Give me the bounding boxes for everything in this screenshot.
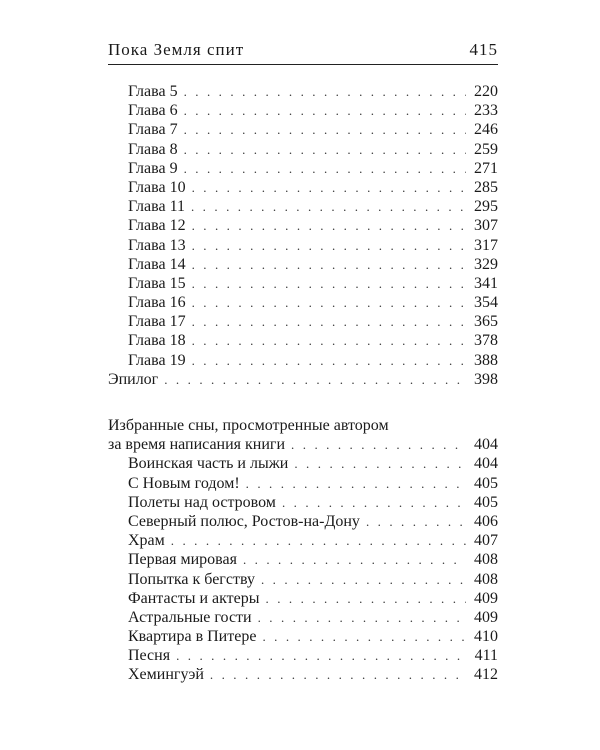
- dot-leader: [184, 159, 466, 178]
- toc-entry-dream: [108, 627, 498, 646]
- toc-entry-label: Эпилог: [108, 370, 159, 388]
- toc-entry-page: 412: [474, 666, 498, 684]
- dot-leader: [184, 82, 466, 101]
- toc-entry-label: Глава 13: [128, 236, 186, 254]
- book-page: [108, 0, 498, 750]
- toc-entry-page: 406: [474, 512, 498, 530]
- dot-leader: [262, 627, 466, 646]
- dot-leader: [294, 454, 466, 473]
- toc-entry-chapter: [108, 312, 498, 331]
- dot-leader: [191, 197, 466, 216]
- running-head-page-number: 415: [469, 40, 498, 59]
- dot-leader: [192, 293, 466, 312]
- chapter-list: [108, 82, 498, 370]
- dot-leader: [192, 178, 466, 197]
- toc-entry-chapter: [108, 236, 498, 255]
- dot-leader: [266, 589, 466, 608]
- toc-entry-chapter: [108, 197, 498, 216]
- section-gap: [108, 389, 498, 416]
- toc-entry-dream: [108, 608, 498, 627]
- dot-leader: [176, 646, 466, 665]
- toc-entry-label: Попытка к бегству: [128, 570, 255, 588]
- toc-entry-chapter: [108, 159, 498, 178]
- toc-entry-dream: [108, 570, 498, 589]
- toc-entry-dream: [108, 589, 498, 608]
- toc-entry-page: 246: [474, 121, 498, 139]
- dot-leader: [192, 274, 466, 293]
- dot-leader: [192, 331, 466, 350]
- toc-entry-chapter: [108, 82, 498, 101]
- toc-entry-chapter: [108, 101, 498, 120]
- toc-entry-label: Глава 6: [128, 102, 178, 120]
- toc-entry-label: Глава 16: [128, 294, 186, 312]
- dot-leader: [258, 608, 466, 627]
- toc-entry-label: Глава 18: [128, 332, 186, 350]
- toc-entry-page: 285: [474, 178, 498, 196]
- toc-entry-label: Астральные гости: [128, 608, 252, 626]
- dot-leader: [184, 140, 466, 159]
- toc-entry-label: Первая мировая: [128, 551, 237, 569]
- toc-entry-chapter: [108, 293, 498, 312]
- toc-entry-page: 259: [474, 140, 498, 158]
- dreams-section-title-line1: Избранные сны, просмотренные автором: [108, 417, 389, 434]
- dream-list: [108, 454, 498, 684]
- toc-entry-label: Глава 10: [128, 178, 186, 196]
- toc-entry-page: 408: [474, 551, 498, 569]
- dot-leader: [184, 101, 466, 120]
- toc-entry-dreams-section: [108, 435, 498, 454]
- dreams-section-title-line2: за время написания книги: [108, 436, 286, 454]
- toc-entry-chapter: [108, 351, 498, 370]
- toc-entry-dream: [108, 512, 498, 531]
- toc-entry-page: 233: [474, 102, 498, 120]
- toc-entry-label: Песня: [128, 647, 171, 665]
- toc-entry-label: Глава 11: [128, 198, 185, 216]
- toc-entry-dream: [108, 531, 498, 550]
- toc-entry-page: 410: [474, 628, 498, 646]
- running-head: [108, 40, 498, 64]
- dot-leader: [184, 120, 466, 139]
- toc-entry-page: 404: [474, 455, 498, 473]
- toc-entry-chapter: [108, 120, 498, 139]
- dot-leader: [192, 236, 466, 255]
- toc-entry-label: Глава 12: [128, 217, 186, 235]
- toc-entry-page: 271: [474, 159, 498, 177]
- dot-leader: [261, 570, 466, 589]
- toc-entry-page: 405: [474, 474, 498, 492]
- toc-entry-label: Глава 15: [128, 274, 186, 292]
- toc-entry-label: Храм: [128, 532, 165, 550]
- dot-leader: [192, 255, 466, 274]
- toc-entry-dream: [108, 474, 498, 493]
- dot-leader: [192, 216, 466, 235]
- toc-entry-page: 220: [474, 83, 498, 100]
- toc-entry-chapter: [108, 140, 498, 159]
- toc-entry-label: Глава 19: [128, 351, 186, 369]
- dot-leader: [164, 370, 466, 389]
- toc-entry-label: Воинская часть и лыжи: [128, 455, 289, 473]
- toc-entry-page: 409: [474, 608, 498, 626]
- toc-entry-page: 411: [474, 647, 498, 665]
- toc-entry-label: Глава 7: [128, 121, 178, 139]
- toc-entry-label: Полеты над островом: [128, 493, 276, 511]
- toc-entry-page: 341: [474, 274, 498, 292]
- toc-entry-page: 398: [474, 370, 498, 388]
- toc-entry-label: С Новым годом!: [128, 474, 240, 492]
- toc-entry-dream: [108, 646, 498, 665]
- toc-entry-chapter: [108, 216, 498, 235]
- toc-entry-page: 378: [474, 332, 498, 350]
- toc-entry-dream: [108, 454, 498, 473]
- toc-entry-label: Глава 14: [128, 255, 186, 273]
- toc-entry-page: 354: [474, 294, 498, 312]
- dot-leader: [246, 474, 466, 493]
- dot-leader: [282, 493, 466, 512]
- toc-entry-page: 295: [474, 198, 498, 216]
- toc-entry-page: 388: [474, 351, 498, 369]
- toc-entry-label: Северный полюс, Ростов-на-Дону: [128, 512, 360, 530]
- toc-entry-page: 307: [474, 217, 498, 235]
- toc-entry-dream: [108, 493, 498, 512]
- toc-entry-page: 409: [474, 589, 498, 607]
- toc-entry-page: 365: [474, 313, 498, 331]
- toc-entry-chapter: [108, 255, 498, 274]
- toc-entry-page: 407: [474, 532, 498, 550]
- toc-entry-label: Глава 8: [128, 140, 178, 158]
- toc-entry-chapter: [108, 274, 498, 293]
- toc-entry-label: Глава 17: [128, 313, 186, 331]
- toc-entry-page: 329: [474, 255, 498, 273]
- table-of-contents: [108, 82, 498, 685]
- toc-entry-dream: [108, 665, 498, 684]
- toc-entry-epilogue: [108, 370, 498, 389]
- toc-entry-chapter: [108, 331, 498, 350]
- toc-entry-label: Глава 5: [128, 83, 178, 100]
- toc-entry-label: Квартира в Питере: [128, 628, 257, 646]
- toc-entry-dream: [108, 550, 498, 569]
- dot-leader: [192, 351, 466, 370]
- dot-leader: [291, 435, 466, 454]
- toc-entry-page: 408: [474, 570, 498, 588]
- toc-entry-label: Фантасты и актеры: [128, 589, 260, 607]
- running-head-title: Пока Земля спит: [108, 40, 245, 59]
- toc-entry-page: 317: [474, 236, 498, 254]
- toc-entry-chapter: [108, 178, 498, 197]
- header-rule: [108, 64, 498, 65]
- dot-leader: [243, 550, 466, 569]
- dot-leader: [171, 531, 466, 550]
- toc-entry-page: 404: [474, 436, 498, 454]
- toc-entry-page: 405: [474, 493, 498, 511]
- toc-entry-label: Хемингуэй: [128, 666, 204, 684]
- dot-leader: [192, 312, 466, 331]
- dot-leader: [210, 665, 466, 684]
- dot-leader: [366, 512, 466, 531]
- toc-entry-label: Глава 9: [128, 159, 178, 177]
